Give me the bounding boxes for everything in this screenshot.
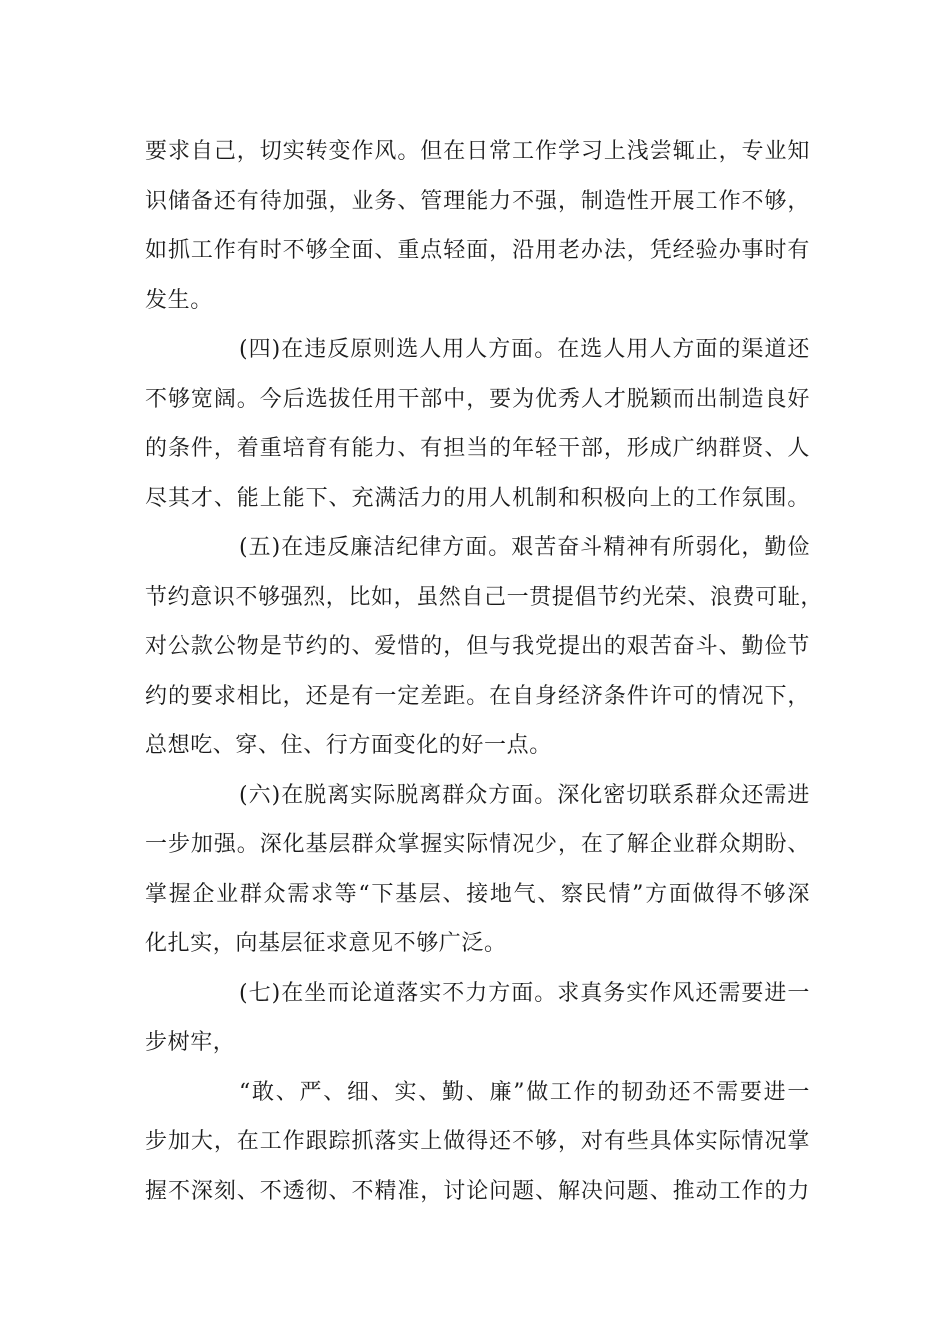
text-line: 识储备还有待加强，业务、管理能力不强，制造性开展工作不够， (145, 188, 810, 214)
text-line: 步树牢， (145, 1030, 236, 1055)
text-line: 步加大，在工作跟踪抓落实上做得还不够，对有些具体实际情况掌 (145, 1129, 810, 1154)
text-line: 对公款公物是节约的、爱惜的，但与我党提出的艰苦奋斗、勤俭节 (145, 634, 810, 659)
text-line: 节约意识不够强烈，比如，虽然自己一贯提倡节约光荣、浪费可耻， (145, 584, 824, 610)
section-heading-line: (四)在违反原则选人用人方面。在选人用人方面的渠道还 (239, 337, 810, 362)
section-heading-line: (六)在脱离实际脱离群众方面。深化密切联系群众还需进 (239, 782, 810, 808)
text-line: 化扎实，向基层征求意见不够广泛。 (145, 931, 507, 956)
text-line: 的条件，着重培育有能力、有担当的年轻干部，形成广纳群贤、人 (145, 436, 810, 461)
text-line: 不够宽阔。今后选拔任用干部中，要为优秀人才脱颖而出制造良好 (145, 386, 810, 412)
text-line: 如抓工作有时不够全面、重点轻面，沿用老办法，凭经验办事时有 (145, 238, 810, 263)
body-text (145, 127, 824, 1216)
text-line: 约的要求相比，还是有一定差距。在自身经济条件许可的情况下， (145, 683, 810, 709)
text-line: 握不深刻、不透彻、不精准，讨论问题、解决问题、推动工作的力 (145, 1178, 810, 1204)
section-heading-line: (五)在违反廉洁纪律方面。艰苦奋斗精神有所弱化，勤俭 (239, 535, 810, 560)
text-line: 总想吃、穿、住、行方面变化的好一点。 (145, 733, 552, 758)
text-line: 要求自己，切实转变作风。但在日常工作学习上浅尝辄止，专业知 (145, 139, 810, 164)
text-line: 发生。 (145, 287, 213, 313)
text-line: 一步加强。深化基层群众掌握实际情况少，在了解企业群众期盼、 (145, 832, 810, 857)
section-heading-line: (七)在坐而论道落实不力方面。求真务实作风还需要进一 (239, 980, 810, 1006)
text-line: 掌握企业群众需求等“下基层、接地气、察民情”方面做得不够深 (145, 881, 810, 907)
text-line: “敢、严、细、实、勤、廉”做工作的韧劲还不需要进一 (239, 1079, 810, 1105)
text-line: 尽其才、能上能下、充满活力的用人机制和积极向上的工作氛围。 (145, 485, 810, 511)
